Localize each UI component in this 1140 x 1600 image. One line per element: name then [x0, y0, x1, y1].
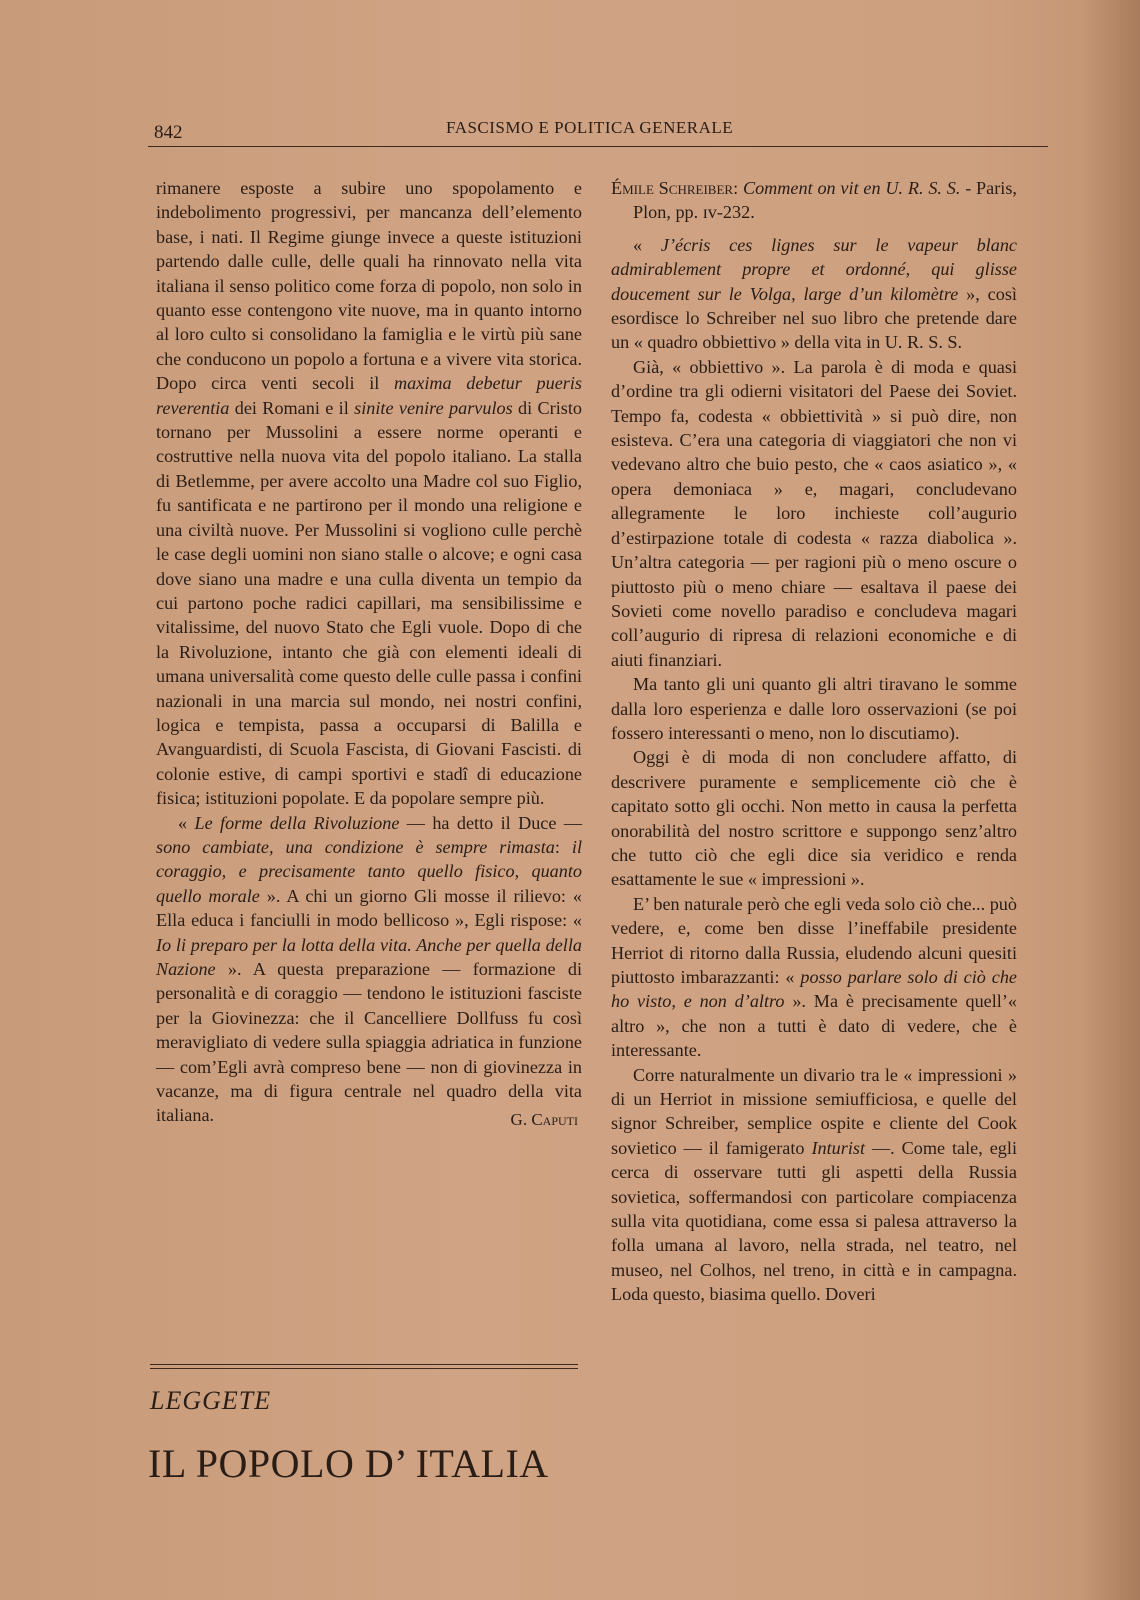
left-column: [156, 176, 582, 1132]
latin-quote: sinite venire parvulos: [354, 397, 513, 418]
advertisement-title: IL POPOLO D’ ITALIA: [148, 1441, 549, 1486]
right-paragraph-3: Ma tanto gli uni quanto gli altri tiravano le somme dalla loro esperienza e dalle loro osservazioni (se poi fossero interessanti o meno, non lo discutiamo).: [611, 674, 1017, 743]
latin-quote: maxima debetur pueris reverentia: [156, 373, 582, 418]
right-column: [611, 176, 1017, 1307]
citation-title: Comment on vit en U. R. S. S.: [742, 178, 961, 198]
running-title: FASCISMO E POLITICA GENERALE: [446, 118, 734, 137]
page-header: [148, 116, 1048, 147]
right-paragraph-5: E’ ben naturale però che egli veda solo ciò che... può vedere, e, come ben disse l’ineffabile presidente Herriot di ritorno dalla Russia, eludendo alcuni quesiti piuttosto imbarazzanti: « posso parlare solo di ciò che ho visto, e non d’altro ». Ma è precisamente quell’« altro », che non a tutti è dato di vedere, che è interessante.: [611, 893, 1017, 1061]
citation-author: Émile Schreiber: [611, 178, 734, 198]
right-paragraph-6: Corre naturalmente un divario tra le « impressioni » di un Herriot in missione semiufficiosa, e quelle del signor Schreiber, semplice ospite e cliente del Cook sovietico — il famigerato Inturist —. Come tale, egli cerca di osservare tutti gli aspetti della Russia sovietica, soffermandosi con particolare compiacenza sulla vita quotidiana, come essa si palesa attraverso la folla umana al lavoro, nella strada, nel teatro, nel museo, nel Colhos, nel treno, in città e in campagna. Loda questo, biasima quello. Doveri: [611, 1064, 1018, 1305]
left-paragraph-2: « Le forme della Rivoluzione — ha detto il Duce — sono cambiate, una condizione è sempre rimasta: il coraggio, e precisamente tanto quello fisico, quanto quello morale ». A chi un giorno Gli mosse il rilievo: « Ella educa i fanciulli in modo bellicoso », Egli rispose: « Io li preparo per la lotta della vita. Anche per quella della Nazione ». A questa preparazione — formazione di personalità e di coraggio — tendono le istituzioni fasciste per la Giovinezza: che il Cancelliere Dollfuss fu così meravigliato di vedere sulla spiaggia adriatica in funzione — com’Egli avrà compreso bene — non di giovinezza in vacanze, ma di figura centrale nel quadro della vita italiana.: [156, 812, 583, 1126]
page-number: 842: [154, 122, 183, 143]
right-paragraph-2: Già, « obbiettivo ». La parola è di moda e quasi d’ordine tra gli odierni visitatori del Paese dei Soviet. Tempo fa, codesta « obbiettività » si può dire, non esisteva. C’era una categoria di viaggiatori che non vi vedevano altro che buio pesto, che « caos asiatico », « opera demoniaca » e, magari, concludevano allegramente le loro inchieste coll’augurio d’estirpazione totale di codesta « razza diabolica ». Un’altra categoria — per ragioni più o meno oscure o piuttosto più o meno chiare — esaltava il paese dei Sovieti come novello paradiso e concludeva magari coll’augurio di ripresa di relazioni economiche e di aiuti finanziari.: [611, 356, 1017, 670]
right-paragraph-4: Oggi è di moda di non concludere affatto, di descrivere puramente e semplicemente ciò che è capitato sotto gli occhi. Non metto in causa la perfetta onorabilità del nostro scrittore e suppongo senz’altro che tutto ciò che egli dice sia veridico e renda esattamente le sue « impressioni ».: [611, 747, 1017, 890]
book-citation: Émile Schreiber: Comment on vit en U. R. S. S. - Paris, Plon, pp. ɪᴠ-232.: [611, 178, 1017, 223]
advertisement-kicker: LEGGETE: [150, 1386, 272, 1415]
author-signature: G. Caputi: [510, 1109, 578, 1129]
left-paragraph-1: rimanere esposte a subire uno spopolamento e indebolimento progressivi, per mancanza dell’elemento base, i nati. Il Regime giunge invece a queste istituzioni partendo dalle culle, delle quali ha rinnovato nella vita italiana il senso politico come forza di popolo, non solo in quanto esse contengono vite nuove, ma in quanto intorno al loro culto si consolidano la famiglia e le virtù più sane che conducono un popolo a fortuna e a vivere vita storica. Dopo circa venti secoli il maxima debetur pueris reverentia dei Romani e il sinite venire parvulos di Cristo tornano per Mussolini a essere norme operanti e costruttive nella nuova vita del popolo italiano. La stalla di Betlemme, per avere accolto una Madre col suo Figlio, fu santificata e ne partirono per il mondo una religione e una civiltà nuove. Per Mussolini si vogliono culle perchè le case degli uomini non siano stalle o alcove; e ogni casa dove siano una madre e una culla diventa un tempio da cui partono poche radici capillari, ma sensibilissime e vitalissime, del nuovo Stato che Egli vuole. Dopo di che la Rivoluzione, intanto che già con elementi ideali di umana universalità come questo delle culle passa i confini nazionali in una marcia sul mondo, nei nostri confini, logica e tempista, passa a occuparsi di Balilla e Avanguardisti, di Scuola Fascista, di Giovani Fascisti. di colonie estive, di campi sportivi e stadî di educazione fisica; istituzioni popolate. E da popolare sempre più.: [156, 178, 582, 809]
divider-rule: [150, 1364, 578, 1365]
citation-details: - Paris, Plon, pp. ɪᴠ-232.: [633, 178, 1017, 223]
right-paragraph-1: « J’écris ces lignes sur le vapeur blanc admirablement propre et ordonné, qui glisse doucement sur le Volga, large d’un kilomètre », così esordisce lo Schreiber nel suo libro che pretende dare un « quadro obbiettivo » della vita in U. R. S. S.: [611, 234, 1017, 353]
divider-rule: [150, 1368, 578, 1369]
